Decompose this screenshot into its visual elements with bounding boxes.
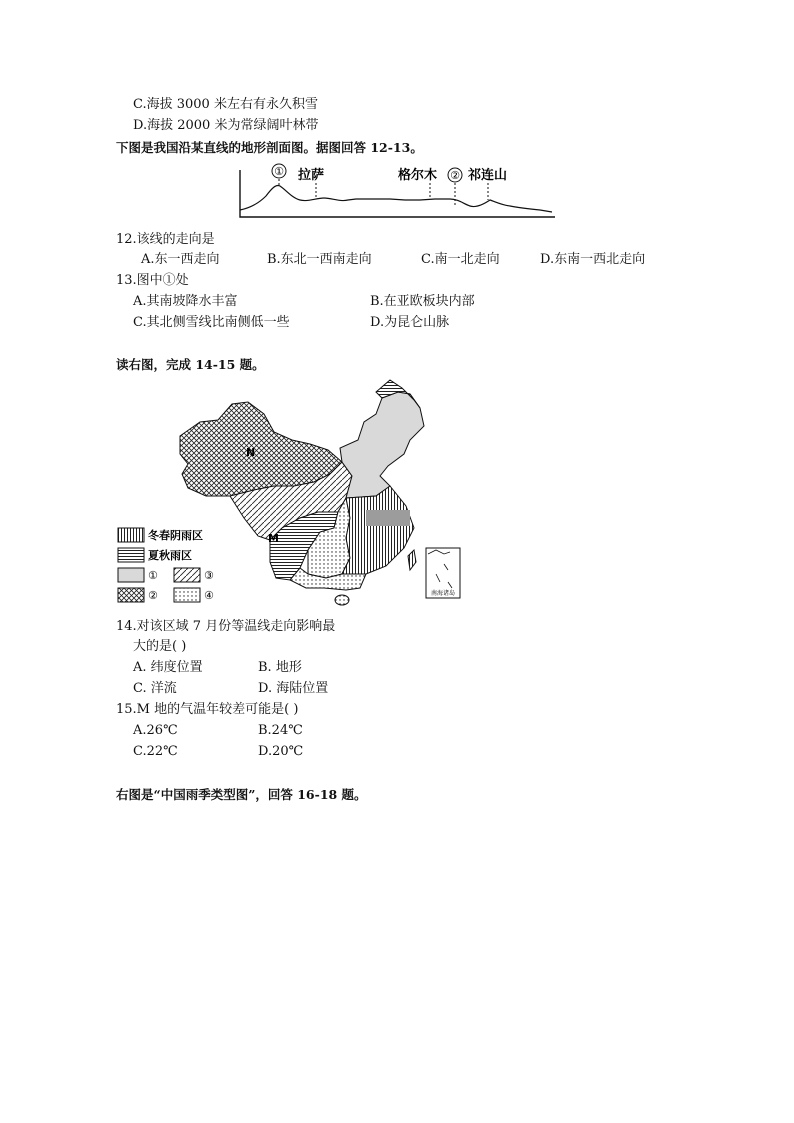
q14-stem-line1: 14.对该区域 7 月份等温线走向影响最 (116, 619, 336, 634)
q12-option-a: A.东一西走向 (141, 252, 220, 267)
intro-16-18: 右图是“中国雨季类型图”，回答 16-18 题。 (116, 787, 367, 802)
legend-winter-swatch (118, 528, 144, 542)
taiwan-island (408, 550, 416, 570)
q12-option-b: B.东北一西南走向 (267, 252, 372, 267)
q13-option-b: B.在亚欧板块内部 (370, 294, 475, 309)
q14-option-a: A. 纬度位置 (133, 660, 203, 675)
q15-option-c: C.22℃ (133, 744, 178, 759)
qilian-label: 祁连山 (468, 168, 508, 183)
blur-patch (366, 510, 410, 526)
region-winter-spring (342, 486, 414, 574)
legend-1-swatch (118, 568, 144, 582)
legend-winter-label: 冬春阴雨区 (148, 529, 203, 542)
q12-stem: 12.该线的走向是 (116, 232, 215, 247)
legend-summer-label: 夏秋雨区 (148, 549, 192, 562)
q13-option-d: D.为昆仑山脉 (370, 315, 450, 330)
legend-summer-swatch (118, 548, 144, 562)
q12-option-c: C.南一北走向 (421, 252, 500, 267)
q14-option-b: B. 地形 (258, 660, 302, 675)
label-m: M (268, 532, 279, 545)
lhasa-label: 拉萨 (298, 168, 325, 183)
intro-14-15: 读右图，完成 14-15 题。 (116, 357, 265, 372)
terrain-line (240, 185, 552, 212)
label-n: N (246, 446, 256, 459)
legend-3-label: ③ (204, 569, 214, 582)
q14-option-d: D. 海陆位置 (258, 681, 329, 696)
legend-4-swatch (174, 588, 200, 602)
marker-2-label: ② (450, 169, 460, 182)
q15-option-b: B.24℃ (258, 723, 303, 738)
golmud-label: 格尔木 (398, 168, 438, 183)
q12-option-d: D.东南一西北走向 (540, 252, 646, 267)
legend-4-label: ④ (204, 589, 214, 602)
hainan-island (335, 595, 349, 605)
q13-option-a: A.其南坡降水丰富 (133, 294, 238, 309)
region-1-gray (340, 392, 424, 498)
q15-option-d: D.20℃ (258, 744, 304, 759)
q15-stem: 15.M 地的气温年较差可能是( ) (116, 702, 299, 717)
terrain-profile-figure (230, 160, 560, 222)
option-c-prev: C.海拔 3000 米左右有永久积雪 (133, 97, 318, 112)
q13-stem: 13.图中①处 (116, 273, 189, 288)
legend-3-swatch (174, 568, 200, 582)
q15-option-a: A.26℃ (133, 723, 178, 738)
marker-1-label: ① (274, 165, 284, 178)
intro-12-13: 下图是我国沿某直线的地形剖面图。据图回答 12-13。 (116, 140, 423, 155)
legend-2-label: ② (148, 589, 158, 602)
china-rain-season-map (114, 378, 484, 610)
legend-2-swatch (118, 588, 144, 602)
inset-label: 南海诸岛 (430, 590, 456, 597)
q14-option-c: C. 洋流 (133, 681, 177, 696)
legend-1-label: ① (148, 569, 158, 582)
option-d-prev: D.海拔 2000 米为常绿阔叶林带 (133, 118, 319, 133)
q14-stem-line2: 大的是( ) (133, 639, 187, 654)
q13-option-c: C.其北侧雪线比南侧低一些 (133, 315, 290, 330)
